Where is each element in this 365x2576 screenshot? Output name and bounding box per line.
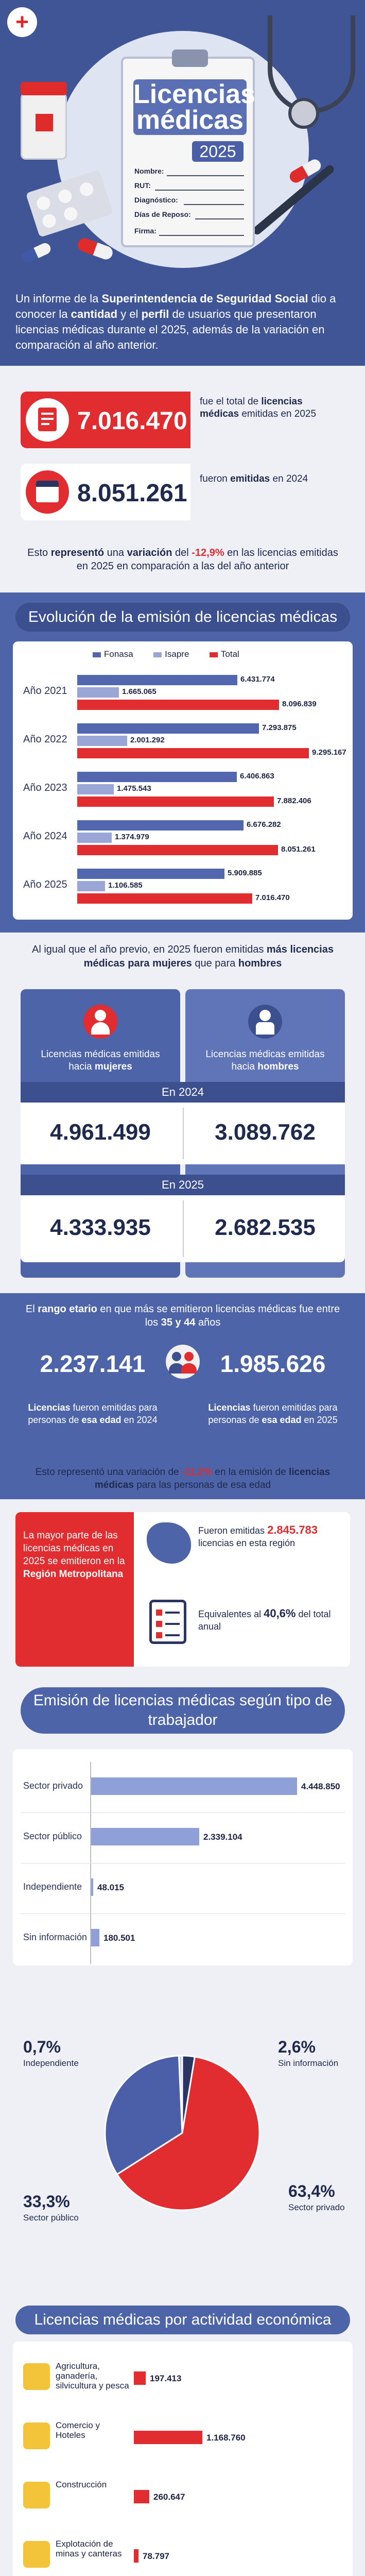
total-2025-caption: fue el total de licencias médicas emitidas en 2025 <box>200 396 317 419</box>
medical-plus-icon: + <box>7 7 37 37</box>
pie-pct-label: 2,6% <box>278 2038 316 2056</box>
age-intro: El rango etario en que más se emitieron licencias médicas fue entre los 35 y 44 años <box>25 1303 340 1328</box>
bar-fonasa <box>77 723 259 734</box>
worker-title: Emisión de licencias médicas según tipo de trabajador <box>21 1687 345 1734</box>
activity-value: 78.797 <box>143 2551 169 2561</box>
bar-isapre <box>77 736 127 746</box>
age-2024-caption: Licencias fueron emitidas para personas de esa edad en 2024 <box>28 1402 158 1425</box>
bar-fonasa <box>77 675 237 685</box>
total-2024-caption: fueron emitidas en 2024 <box>200 473 308 484</box>
form-line <box>167 175 244 176</box>
pill-bottle-icon <box>21 93 67 160</box>
total-variation-text: Esto representó una variación del -12,9% en las licencias emitidas en 2025 en comparación a las del año anterior <box>27 547 338 572</box>
industry-icon <box>23 2541 50 2568</box>
region-text: La mayor parte de las licencias médicas en 2025 se emitieron en la Región Metropolitana <box>23 1530 125 1580</box>
total-2024-value: 8.051.261 <box>77 480 187 507</box>
paper-title: Licencias médicas <box>133 79 256 135</box>
worker-value: 2.339.104 <box>203 1832 242 1842</box>
men-caption: Licencias médicas emitidas hacia hombres <box>205 1049 325 1072</box>
age-2025-caption: Licencias fueron emitidas para personas de esa edad en 2025 <box>208 1402 338 1425</box>
pie-pct-label: 63,4% <box>288 2182 335 2200</box>
paper-year: 2025 <box>192 141 244 162</box>
gender-intro: Al igual que el año previo, en 2025 fueron emitidas más licencias médicas para mujeres que para hombres <box>32 944 334 969</box>
worker-type-label: Sector privado <box>23 1781 83 1791</box>
industry-icon <box>23 2422 50 2449</box>
worker-type-label: Independiente <box>23 1882 82 1892</box>
women-2025-value: 4.333.935 <box>50 1215 151 1240</box>
pie-category-label: Sector privado <box>288 2202 345 2212</box>
women-caption: Licencias médicas emitidas hacia mujeres <box>41 1049 160 1072</box>
pie-category-label: Sector público <box>23 2213 79 2223</box>
year-label: Año 2022 <box>23 734 67 745</box>
woman-icon <box>83 1005 117 1039</box>
form-field-label: Días de Reposo: <box>134 210 191 218</box>
worker-bar <box>91 1828 199 1845</box>
women-2024-value: 4.961.499 <box>50 1120 151 1145</box>
bar-isapre <box>77 833 112 843</box>
bar-total <box>77 796 274 807</box>
total-2025-value: 7.016.470 <box>77 408 187 435</box>
man-icon <box>248 1005 282 1039</box>
bar-value: 6.431.774 <box>240 675 275 684</box>
year-2024-band: En 2024 <box>21 1082 345 1103</box>
pie-category-label: Independiente <box>23 2058 79 2068</box>
year-label: Año 2023 <box>23 782 67 793</box>
form-line <box>195 218 244 219</box>
worker-type-label: Sin información <box>23 1932 88 1942</box>
industry-icon <box>23 2363 50 2390</box>
form-field-label: RUT: <box>134 181 151 190</box>
bar-value: 7.882.406 <box>277 796 311 805</box>
year-label: Año 2025 <box>23 879 67 890</box>
divider <box>183 1200 184 1257</box>
bar-value: 8.096.839 <box>282 700 317 708</box>
form-field-label: Nombre: <box>134 167 164 175</box>
row-divider <box>21 1812 345 1813</box>
age-variation-text: Esto representó una variación de -11,2% en la emisión de licencias médicas para las personas de esa edad <box>35 1467 331 1490</box>
bar-value: 1.665.065 <box>122 687 157 696</box>
evolution-legend <box>93 649 239 659</box>
form-line <box>184 204 244 205</box>
legend-label: Total <box>220 649 239 659</box>
pie-pct-label: 0,7% <box>23 2038 61 2056</box>
bar-isapre <box>77 687 119 698</box>
men-2025-value: 2.682.535 <box>215 1215 316 1240</box>
stethoscope-icon <box>268 15 355 113</box>
region-share-text: Equivalentes al 40,6% del total anual <box>198 1607 331 1632</box>
bar-value: 1.106.585 <box>108 881 143 890</box>
stethoscope-chestpiece <box>288 98 319 129</box>
bar-value: 8.051.261 <box>281 845 316 854</box>
activity-value: 1.168.760 <box>206 2433 246 2443</box>
bar-value: 1.475.543 <box>117 784 151 793</box>
calendar-icon <box>26 470 69 514</box>
activity-bar <box>134 2371 146 2385</box>
form-line <box>155 190 244 191</box>
bar-value: 7.016.470 <box>255 893 290 902</box>
bar-total <box>77 700 279 710</box>
evolution-title: Evolución de la emisión de licencias médicas <box>15 603 350 632</box>
form-line <box>159 235 244 236</box>
worker-value: 4.448.850 <box>301 1782 340 1791</box>
bar-value: 6.406.863 <box>240 772 274 781</box>
bar-total <box>77 845 278 855</box>
age-2025-value: 1.985.626 <box>220 1350 326 1377</box>
age-2024-value: 2.237.141 <box>40 1350 146 1377</box>
intro-text: Un informe de la Superintendencia de Seguridad Social dio a conocer la cantidad y el perfil de usuarios que presentaron licencias médicas durante el 2025, además de la variación en comparación al año anterior. <box>15 292 336 351</box>
region-count-text: Fueron emitidas 2.845.783 licencias en esta región <box>198 1523 318 1548</box>
legend-label: Fonasa <box>104 649 133 659</box>
divider <box>183 1108 184 1159</box>
bar-value: 5.909.885 <box>228 869 262 877</box>
activity-label: Comercio y Hoteles <box>56 2420 100 2440</box>
year-label: Año 2021 <box>23 685 67 697</box>
clipboard-icon <box>121 57 255 247</box>
pie-category-label: Sin información <box>278 2058 339 2068</box>
activity-value: 197.413 <box>150 2374 182 2383</box>
document-icon <box>26 398 69 442</box>
industry-icon <box>23 2482 50 2509</box>
row-divider <box>21 1913 345 1914</box>
capsule-icon <box>20 241 53 264</box>
legend-swatch-fonasa <box>93 652 101 657</box>
pie-pct-label: 33,3% <box>23 2192 70 2211</box>
clipboard-clip <box>172 49 208 67</box>
year-label: Año 2024 <box>23 831 67 842</box>
activity-label: Explotación de minas y canteras <box>56 2539 122 2558</box>
bar-fonasa <box>77 772 237 782</box>
activity-value: 260.647 <box>153 2492 185 2502</box>
legend-label: Isapre <box>165 649 189 659</box>
bar-value: 9.295.167 <box>312 748 346 757</box>
form-field-label: Firma: <box>134 227 157 235</box>
activity-label: Construcción <box>56 2480 107 2489</box>
form-field-label: Diagnóstico: <box>134 196 178 204</box>
worker-bar <box>91 1878 93 1896</box>
worker-value: 180.501 <box>103 1933 135 1943</box>
people-icon <box>166 1345 200 1379</box>
worker-type-label: Sector público <box>23 1831 82 1841</box>
bar-value: 1.374.979 <box>115 833 149 841</box>
legend-swatch-isapre <box>153 652 162 657</box>
worker-bar <box>91 1777 297 1795</box>
activity-title: Licencias médicas por actividad económica <box>15 2306 350 2334</box>
bar-total <box>77 893 252 904</box>
legend-swatch-total <box>210 652 218 657</box>
activity-bar <box>134 2431 202 2444</box>
bar-value: 2.001.292 <box>130 736 165 744</box>
bar-value: 7.293.875 <box>262 723 297 732</box>
bar-total <box>77 748 309 758</box>
bar-fonasa <box>77 820 244 831</box>
activity-label: Agricultura, ganadería, silvicultura y pesca <box>56 2361 129 2391</box>
activity-bar <box>134 2490 149 2503</box>
bar-fonasa <box>77 869 224 879</box>
worker-bar <box>91 1929 99 1946</box>
activity-bar <box>134 2549 138 2563</box>
worker-value: 48.015 <box>97 1883 124 1892</box>
bar-value: 6.676.282 <box>247 820 281 829</box>
year-2025-band: En 2025 <box>21 1175 345 1195</box>
men-2024-value: 3.089.762 <box>215 1120 316 1145</box>
bar-isapre <box>77 784 114 794</box>
bar-isapre <box>77 881 105 891</box>
checklist-icon <box>149 1600 186 1644</box>
hero-banner <box>0 0 365 278</box>
